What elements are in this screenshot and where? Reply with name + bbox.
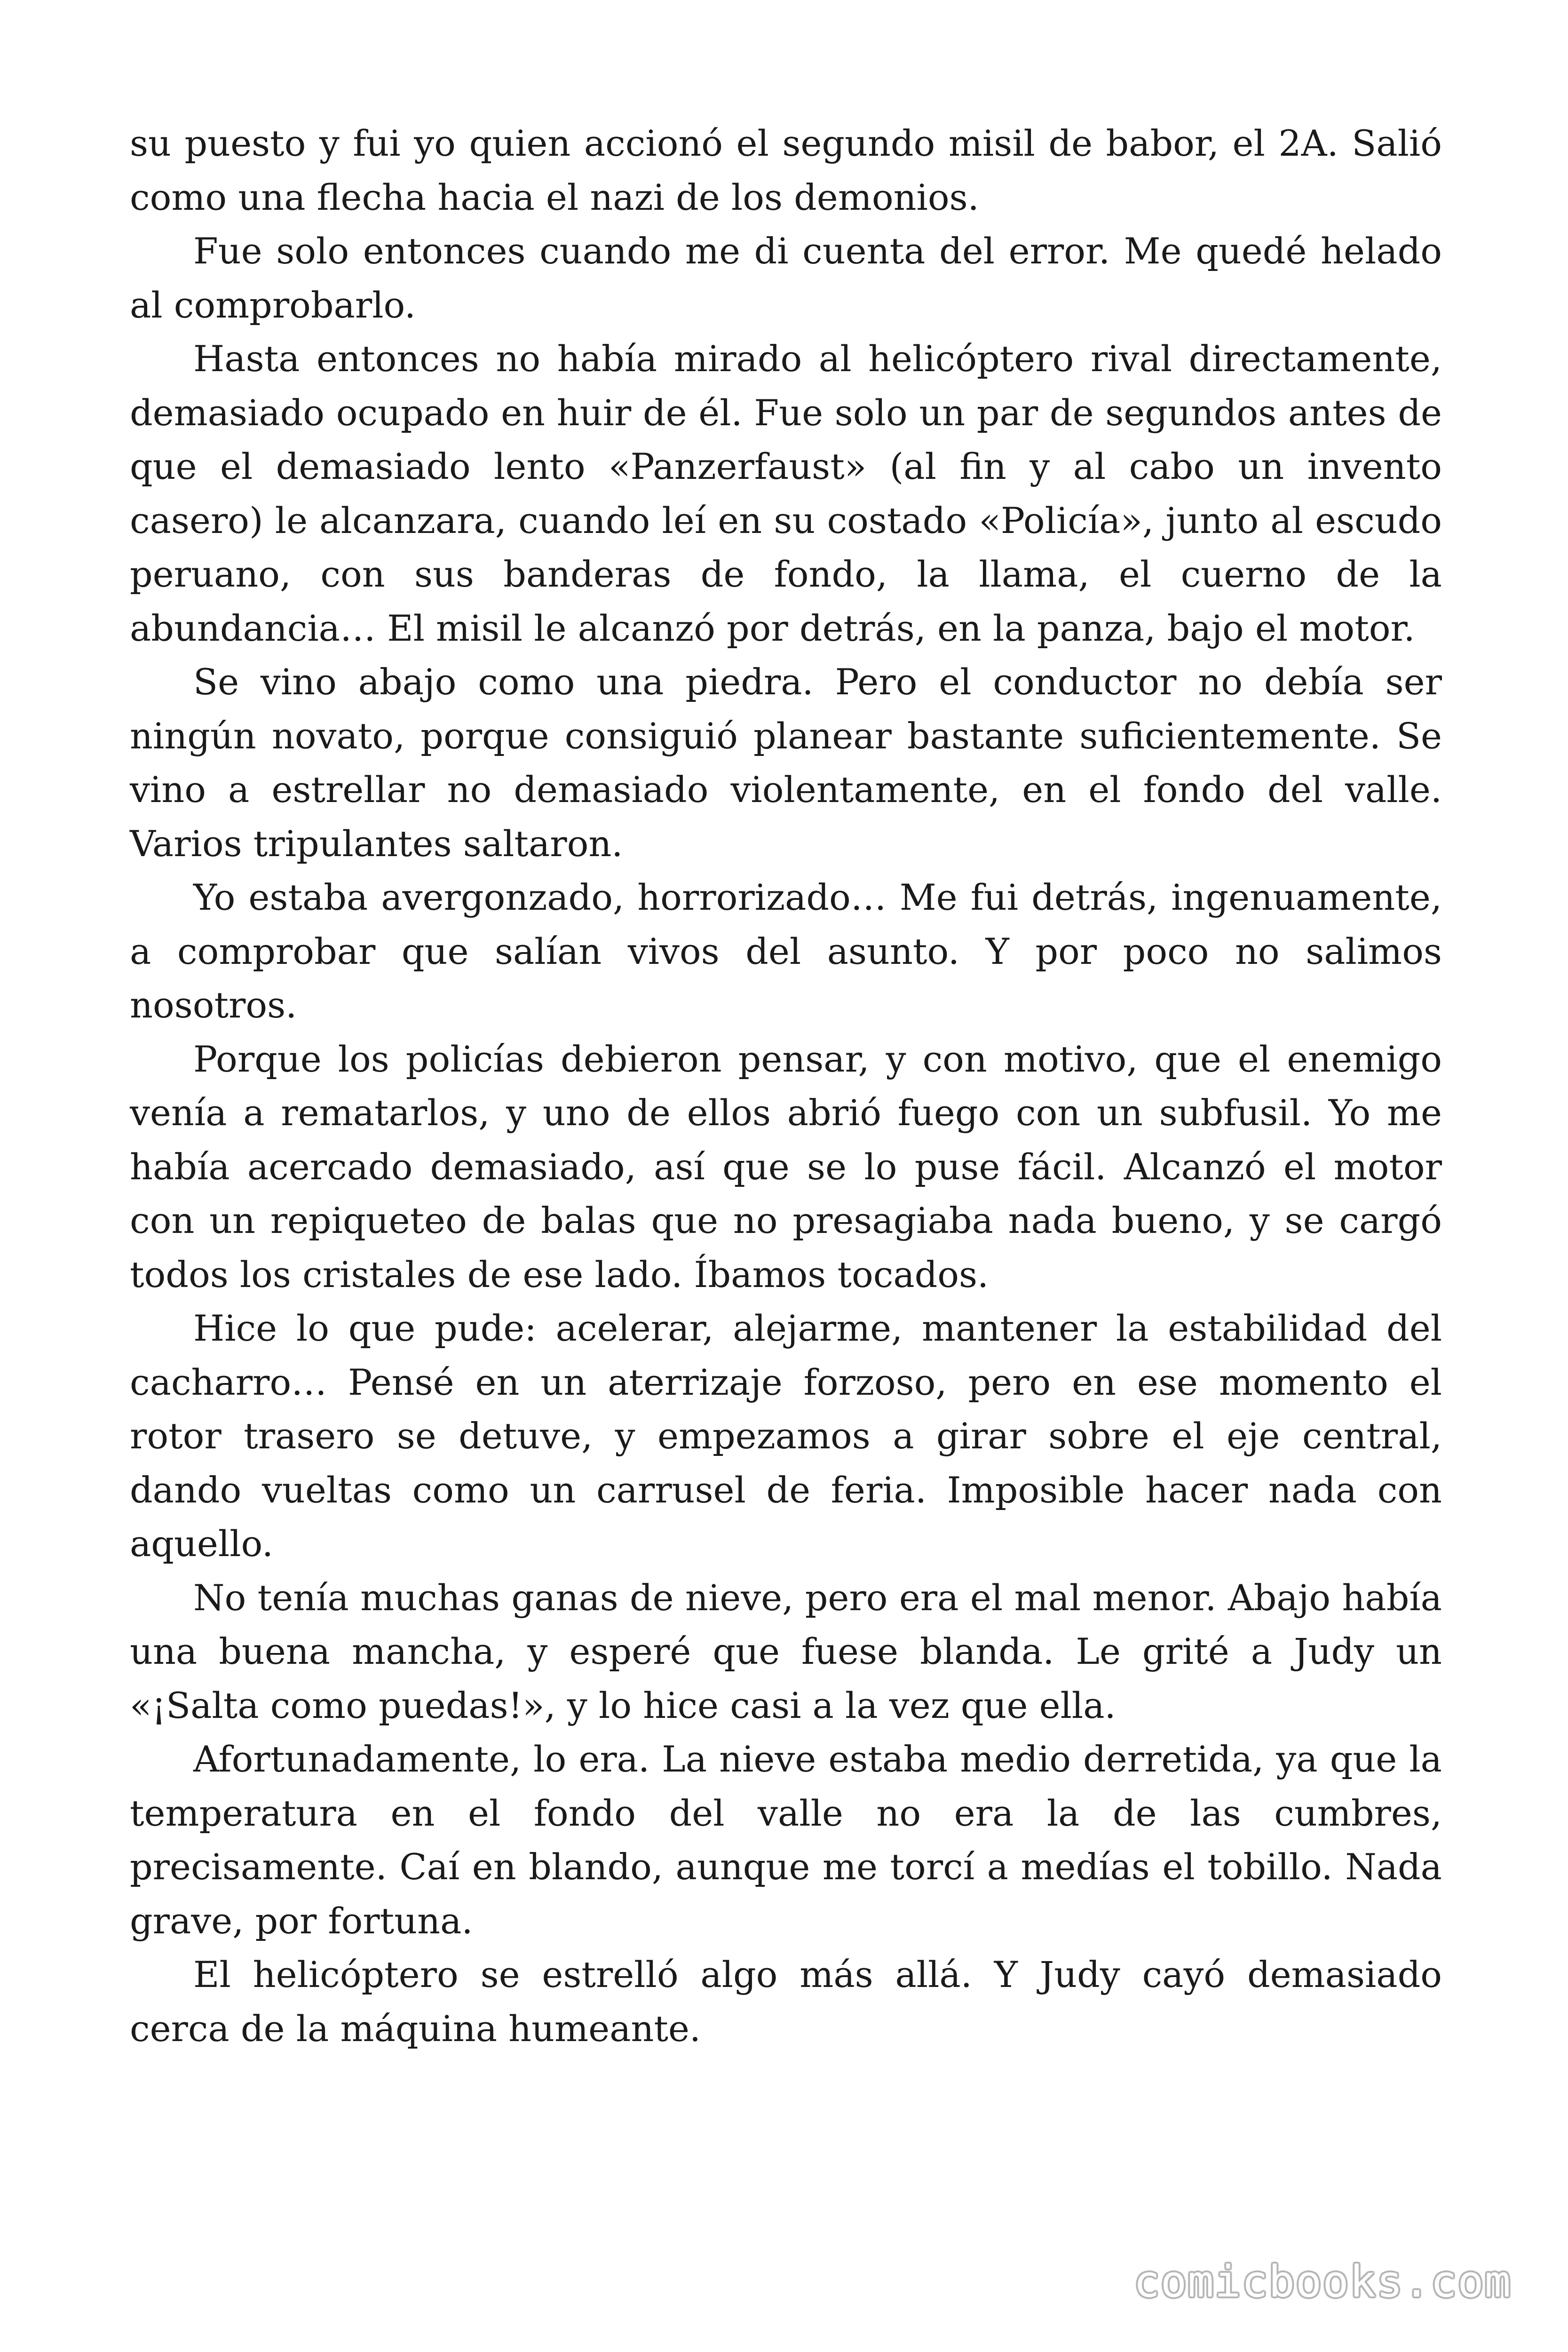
page-body (130, 117, 1442, 2056)
watermark: comicbooks.com (1133, 2257, 1512, 2307)
paragraph-3: Hasta entonces no había mirado al helicóptero rival directamente, demasiado ocupado en huir de él. Fue solo un par de segundos antes de que el demasiado lento «Panzerfaust» (al fin y al cabo un invento casero) le alcanzara, cuando leí en su costado «Policía», junto al escudo peruano, con sus banderas de fondo, la llama, el cuerno de la abundancia… El misil le alcanzó por detrás, en la panza, bajo el motor. (130, 338, 1442, 649)
paragraph-1: su puesto y fui yo quien accionó el segundo misil de babor, el 2A. Salió como una flecha hacia el nazi de los demonios. (130, 122, 1442, 218)
paragraph-9: Afortunadamente, lo era. La nieve estaba medio derretida, ya que la temperatura en el fondo del valle no era la de las cumbres, precisamente. Caí en blando, aunque me torcí a medías el tobillo. Nada grave, por fortuna. (130, 1738, 1442, 1942)
paragraph-2: Fue solo entonces cuando me di cuenta del error. Me quedé helado al comprobarlo. (130, 230, 1442, 326)
paragraph-4: Se vino abajo como una piedra. Pero el conductor no debía ser ningún novato, porque consiguió planear bastante suficientemente. Se vino a estrellar no demasiado violentamente, en el fondo del valle. Varios tripulantes saltaron. (130, 661, 1442, 865)
paragraph-8: No tenía muchas ganas de nieve, pero era el mal menor. Abajo había una buena mancha, y esperé que fuese blanda. Le grité a Judy un «¡Salta como puedas!», y lo hice casi a la vez que ella. (130, 1576, 1442, 1726)
paragraph-5: Yo estaba avergonzado, horrorizado… Me fui detrás, ingenuamente, a comprobar que salían vivos del asunto. Y por poco no salimos nosotros. (130, 876, 1442, 1026)
paragraph-6: Porque los policías debieron pensar, y con motivo, que el enemigo venía a rematarlos, y uno de ellos abrió fuego con un subfusil. Yo me había acercado demasiado, así que se lo puse fácil. Alcanzó el motor con un repiqueteo de balas que no presagiaba nada bueno, y se cargó todos los cristales de ese lado. Íbamos tocados. (130, 1038, 1442, 1295)
paragraph-10: El helicóptero se estrelló algo más allá. Y Judy cayó demasiado cerca de la máquina humeante. (130, 1954, 1442, 2050)
paragraph-7: Hice lo que pude: acelerar, alejarme, mantener la estabilidad del cacharro… Pensé en un aterrizaje forzoso, pero en ese momento el rotor trasero se detuve, y empezamos a girar sobre el eje central, dando vueltas como un carrusel de feria. Imposible hacer nada con aquello. (130, 1307, 1442, 1565)
